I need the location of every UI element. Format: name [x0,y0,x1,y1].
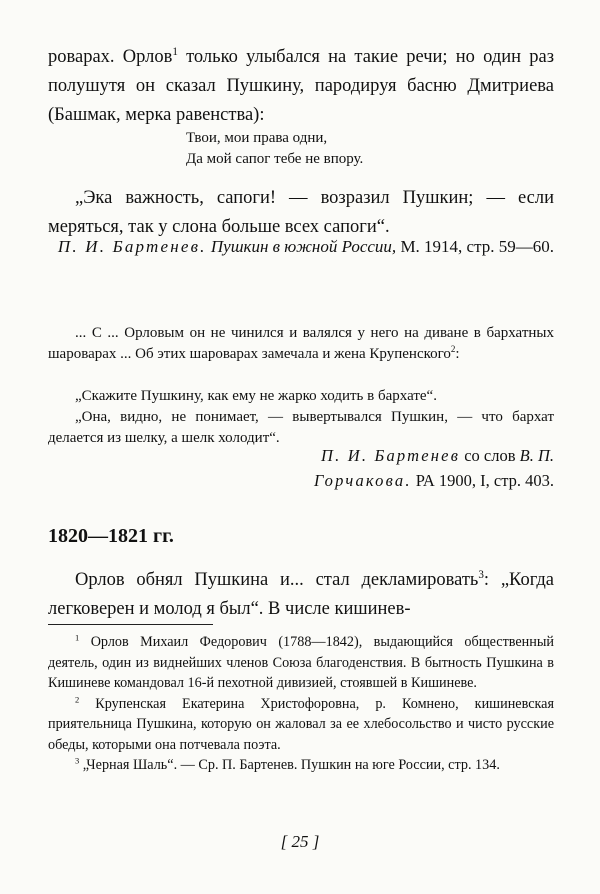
footnote-ref-1[interactable]: 1 [172,45,178,58]
footnote-3: $^3$ „Черная Шаль“. — Ср. П. Бартенев. Пушкин на юге России, стр. 134. [75,755,500,773]
pushkin-reply: „Эка важность, сапоги! — возразил Пушкин; — если меряться, так у слона больше всех сапоги“. [48,188,554,237]
paragraph-sharovary: ... С ... Орловым он не чинился и валялся у него на диване в бархатных шароварах ... Об этих шароварах замечала и жена Крупенского$^2$: [48,325,554,362]
page-number: [ 25 ] [280,832,320,851]
verse-quote [186,128,363,170]
paragraph-intro: роварах. Орлов$^1$ только улыбался на такие речи; но один раз полушутя он сказал Пушкину, пародируя басню Дмитриева (Башмак, мерка равенства): [48,45,554,125]
footnote-1: $^1$ Орлов Михаил Федорович (1788—1842), выдающийся общественный деятель, один из виднейших членов Союза благоденствия. В бытность Пушкина в Кишиневе командовал 16-й пехотной дивизией, стоявшей в Кишиневе. [48,632,554,691]
quote-line-1: „Скажите Пушкину, как ему не жарко ходить в бархате“. [75,388,437,404]
footnote-2: $^2$ Крупенская Екатерина Христофоровна, р. Комнено, кишиневская приятельница Пушкина, которую он жаловал за ее хлебосольство и чисто русские обеды, которыми она потчевала поэта. [48,693,554,753]
footnote-ref-3[interactable]: 3 [478,568,484,581]
footnotes [48,632,554,776]
quote-line-2: „Она, видно, не понимает, — вывертывался Пушкин, — что бархат делается из шелку, а шелк холодит“. [48,409,554,446]
footnote-ref-2[interactable]: 2 [450,344,456,354]
citation-2: П. И. Бартенев со слов В. П. Горчакова. РА 1900, I, стр. 403. [313,446,554,490]
footnote-divider [48,624,213,625]
verse-line: Твои, мои права одни, [186,130,328,146]
paragraph-declaim: Орлов обнял Пушкина и... стал декламировать$^3$: „Когда легковерен и молод я был“. В числе кишинев- [48,568,554,619]
verse-line: Да мой сапог тебе не впору. [186,151,364,167]
year-heading: 1820—1821 гг. [48,525,174,547]
citation-1: П. И. Бартенев. Пушкин в южной России, М. 1914, стр. 59—60. [57,237,554,256]
